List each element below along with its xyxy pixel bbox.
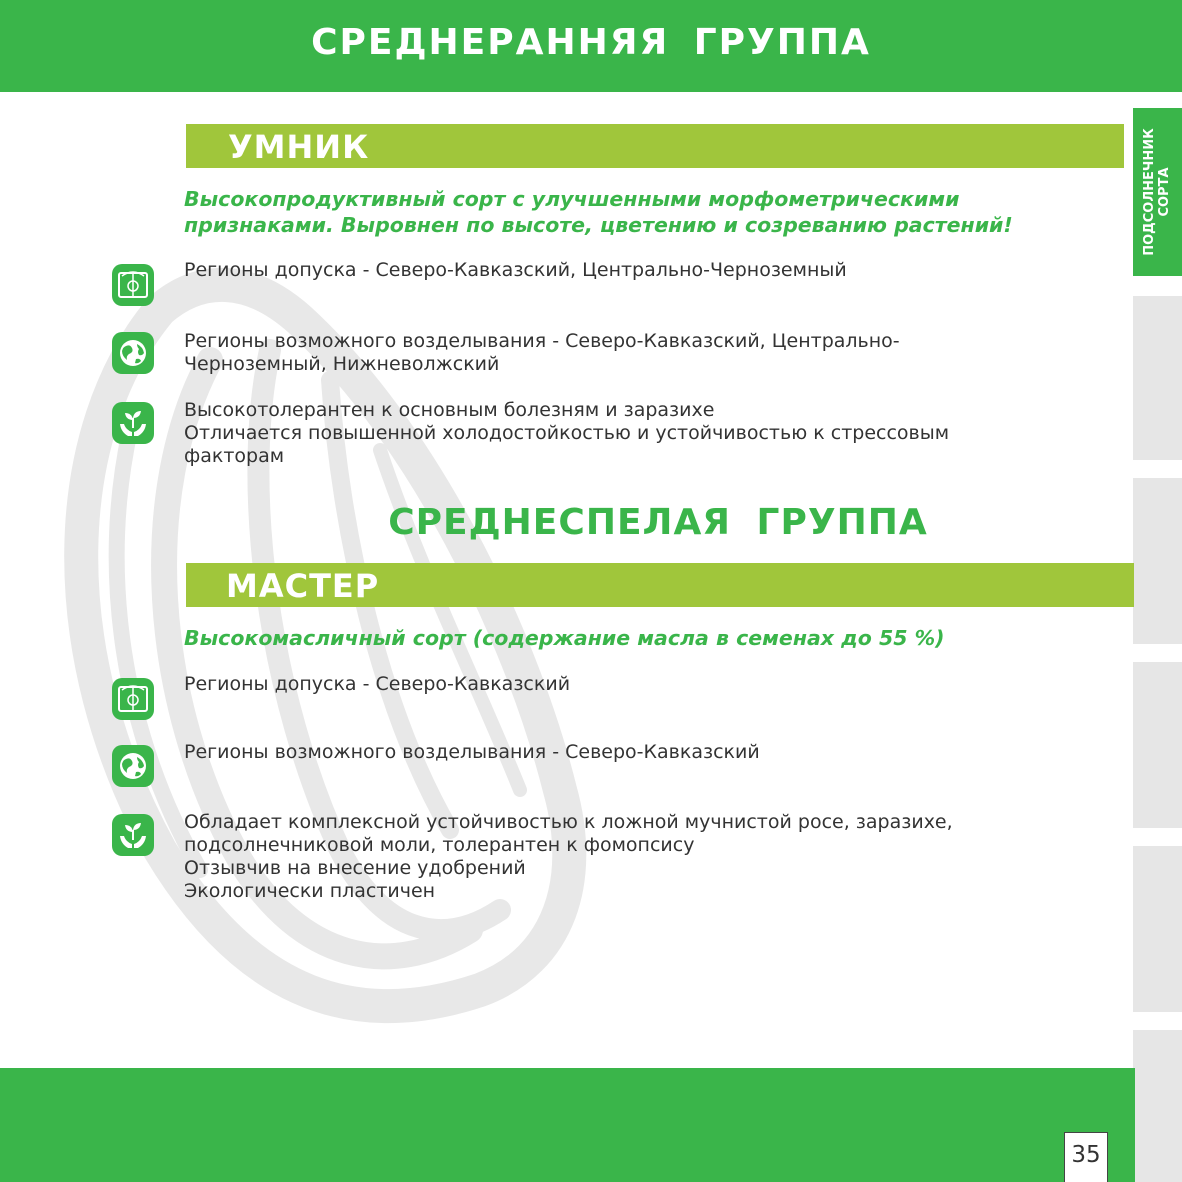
side-tab-2[interactable] [1133,296,1182,460]
page-number: 35 [1064,1132,1108,1182]
globe-icon [112,745,154,787]
hands-sprout-icon [112,402,154,444]
variety-tagline: Высокомасличный сорт (содержание масла в семенах до 55 %) [184,626,945,650]
admission-regions-text: Регионы допуска - Северо-Кавказский [184,673,571,695]
traits-text: Обладает комплексной устойчивостью к ложной мучнистой росе, заразихе, подсолнечниковой моли, толерантен к фомопсису Отзывчив на внесение удобрений Экологически пластичен [184,811,953,902]
traits-text: Высокотолерантен к основным болезням и заразихе Отличается повышенной холодостойкостью и устойчивостью к стрессовым факторам [184,399,950,467]
variety-name: МАСТЕР [226,567,380,605]
footer-band [0,1068,1135,1182]
cultivation-regions-text: Регионы возможного возделывания - Северо-Кавказский [184,741,760,763]
side-tab-label: ПОДСОЛНЕЧНИК СОРТА [1142,128,1172,256]
admission-regions-text: Регионы допуска - Северо-Кавказский, Центрально-Черноземный [184,259,847,281]
section-title: СРЕДНЕСПЕЛАЯ ГРУППА [388,502,928,543]
page-title: СРЕДНЕРАННЯЯ ГРУППА [311,22,871,63]
registry-book-icon [112,264,154,306]
globe-icon [112,332,154,374]
hands-sprout-icon [112,814,154,856]
side-tab-4[interactable] [1133,662,1182,828]
side-tab-6[interactable] [1133,1030,1182,1182]
side-tab-3[interactable] [1133,478,1182,644]
variety-tagline: Высокопродуктивный сорт с улучшенными морфометрическими признаками. Выровнен по высоте, цветению и созреванию растений! [184,187,1013,237]
side-tab-5[interactable] [1133,846,1182,1012]
cultivation-regions-text: Регионы возможного возделывания - Северо-Кавказский, Центрально- Черноземный, Нижневолжский [184,330,900,375]
registry-book-icon [112,678,154,720]
variety-name: УМНИК [228,128,370,166]
